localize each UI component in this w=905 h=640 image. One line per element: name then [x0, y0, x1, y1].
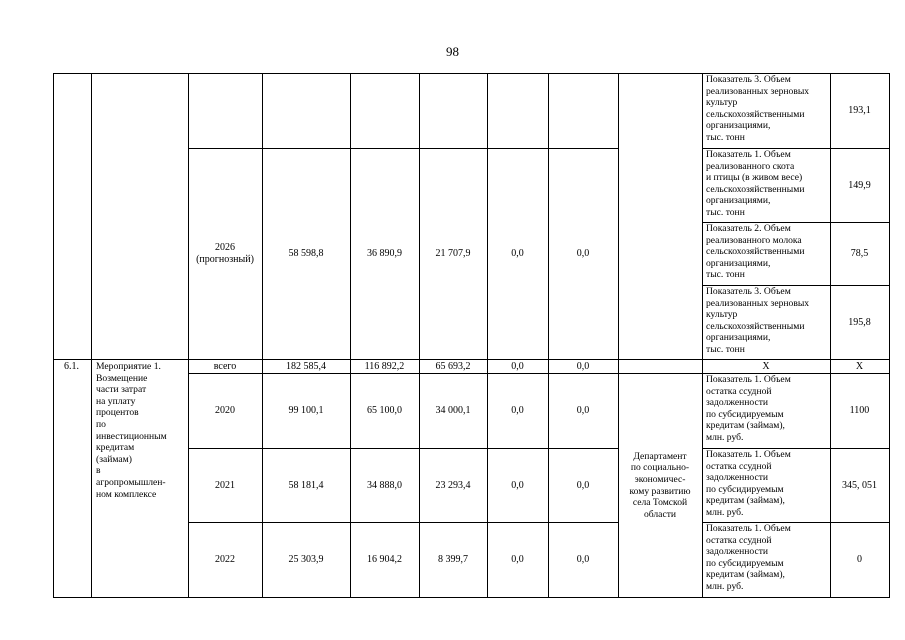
total-cell: 58 181,4 [288, 479, 324, 491]
regional-cell: 8 399,7 [438, 554, 468, 565]
local-cell: 0,0 [511, 554, 524, 565]
other-cell: 0,0 [576, 479, 590, 491]
federal-cell: 34 888,0 [367, 479, 402, 491]
indicator-value: 0 [857, 554, 862, 565]
indicator-cell: Показатель 1. Объем остатка ссудной задолженности по субсидируемым кредитам (займам), млн. руб. [706, 374, 791, 443]
regional-cell: 23 293,4 [435, 479, 471, 491]
other-cell: 0,0 [576, 247, 590, 259]
indicator-cell: Показатель 3. Объем реализованных зерновых культур сельскохозяйственными организациями, тыс. тонн [706, 74, 810, 143]
local-cell: 0,0 [511, 360, 524, 372]
other-cell: 0,0 [576, 405, 590, 416]
federal-cell: 16 904,2 [367, 554, 402, 565]
other-cell: 0,0 [576, 554, 590, 565]
local-cell: 0,0 [511, 405, 524, 416]
indicator-cell: Показатель 2. Объем реализованного молока сельскохозяйственными организациями, тыс. тонн [706, 223, 805, 281]
indicator-value: X [855, 360, 864, 372]
year-cell: 2021 [215, 479, 235, 491]
total-cell: 182 585,4 [286, 360, 326, 372]
measure-description: Мероприятие 1. Возмещение части затрат на уплату процентов по инвестиционным кредитам (займам) в агропромышлен- ном комплексе [96, 361, 167, 500]
year-cell: всего [213, 360, 237, 372]
total-cell: 99 100,1 [288, 405, 324, 416]
regional-cell: 65 693,2 [435, 360, 471, 372]
indicator-value: 149,9 [848, 179, 871, 191]
indicator-value: 345, 051 [842, 479, 877, 491]
indicator-value: 193,1 [848, 105, 871, 116]
indicator-cell: Показатель 3. Объем реализованных зерновых культур сельскохозяйственными организациями, тыс. тонн [706, 286, 810, 355]
federal-cell: 116 892,2 [364, 360, 405, 372]
page-number: 98 [446, 44, 459, 59]
regional-cell: 21 707,9 [435, 247, 471, 259]
year-cell: 2022 [215, 554, 235, 565]
indicator-cell: X [762, 360, 770, 372]
federal-cell: 65 100,0 [367, 405, 402, 416]
federal-cell: 36 890,9 [367, 247, 402, 259]
indicator-value: 195,8 [848, 316, 871, 328]
indicator-cell: Показатель 1. Объем реализованного скота и птицы (в живом весе) сельскохозяйственными организациями, тыс. тонн [706, 149, 805, 218]
year-cell: 2020 [215, 405, 235, 416]
measure-number: 6.1. [64, 361, 79, 372]
total-cell: 25 303,9 [288, 554, 324, 565]
other-cell: 0,0 [576, 360, 590, 372]
indicator-value: 1100 [849, 405, 870, 416]
local-cell: 0,0 [511, 247, 524, 259]
column-divider [53, 73, 54, 598]
table-bottom-border [53, 597, 889, 598]
table-right-border [889, 73, 890, 598]
department-cell: Департамент по социально- экономичес- кому развитию села Томской области [629, 450, 691, 520]
indicator-cell: Показатель 1. Объем остатка ссудной задолженности по субсидируемым кредитам (займам), млн. руб. [706, 523, 791, 592]
year-cell: 2026 (прогнозный) [196, 241, 254, 265]
regional-cell: 34 000,1 [435, 405, 471, 416]
local-cell: 0,0 [511, 479, 524, 491]
indicator-cell: Показатель 1. Объем остатка ссудной задолженности по субсидируемым кредитам (займам), млн. руб. [706, 449, 791, 518]
indicator-value: 78,5 [850, 248, 869, 259]
total-cell: 58 598,8 [288, 247, 324, 259]
